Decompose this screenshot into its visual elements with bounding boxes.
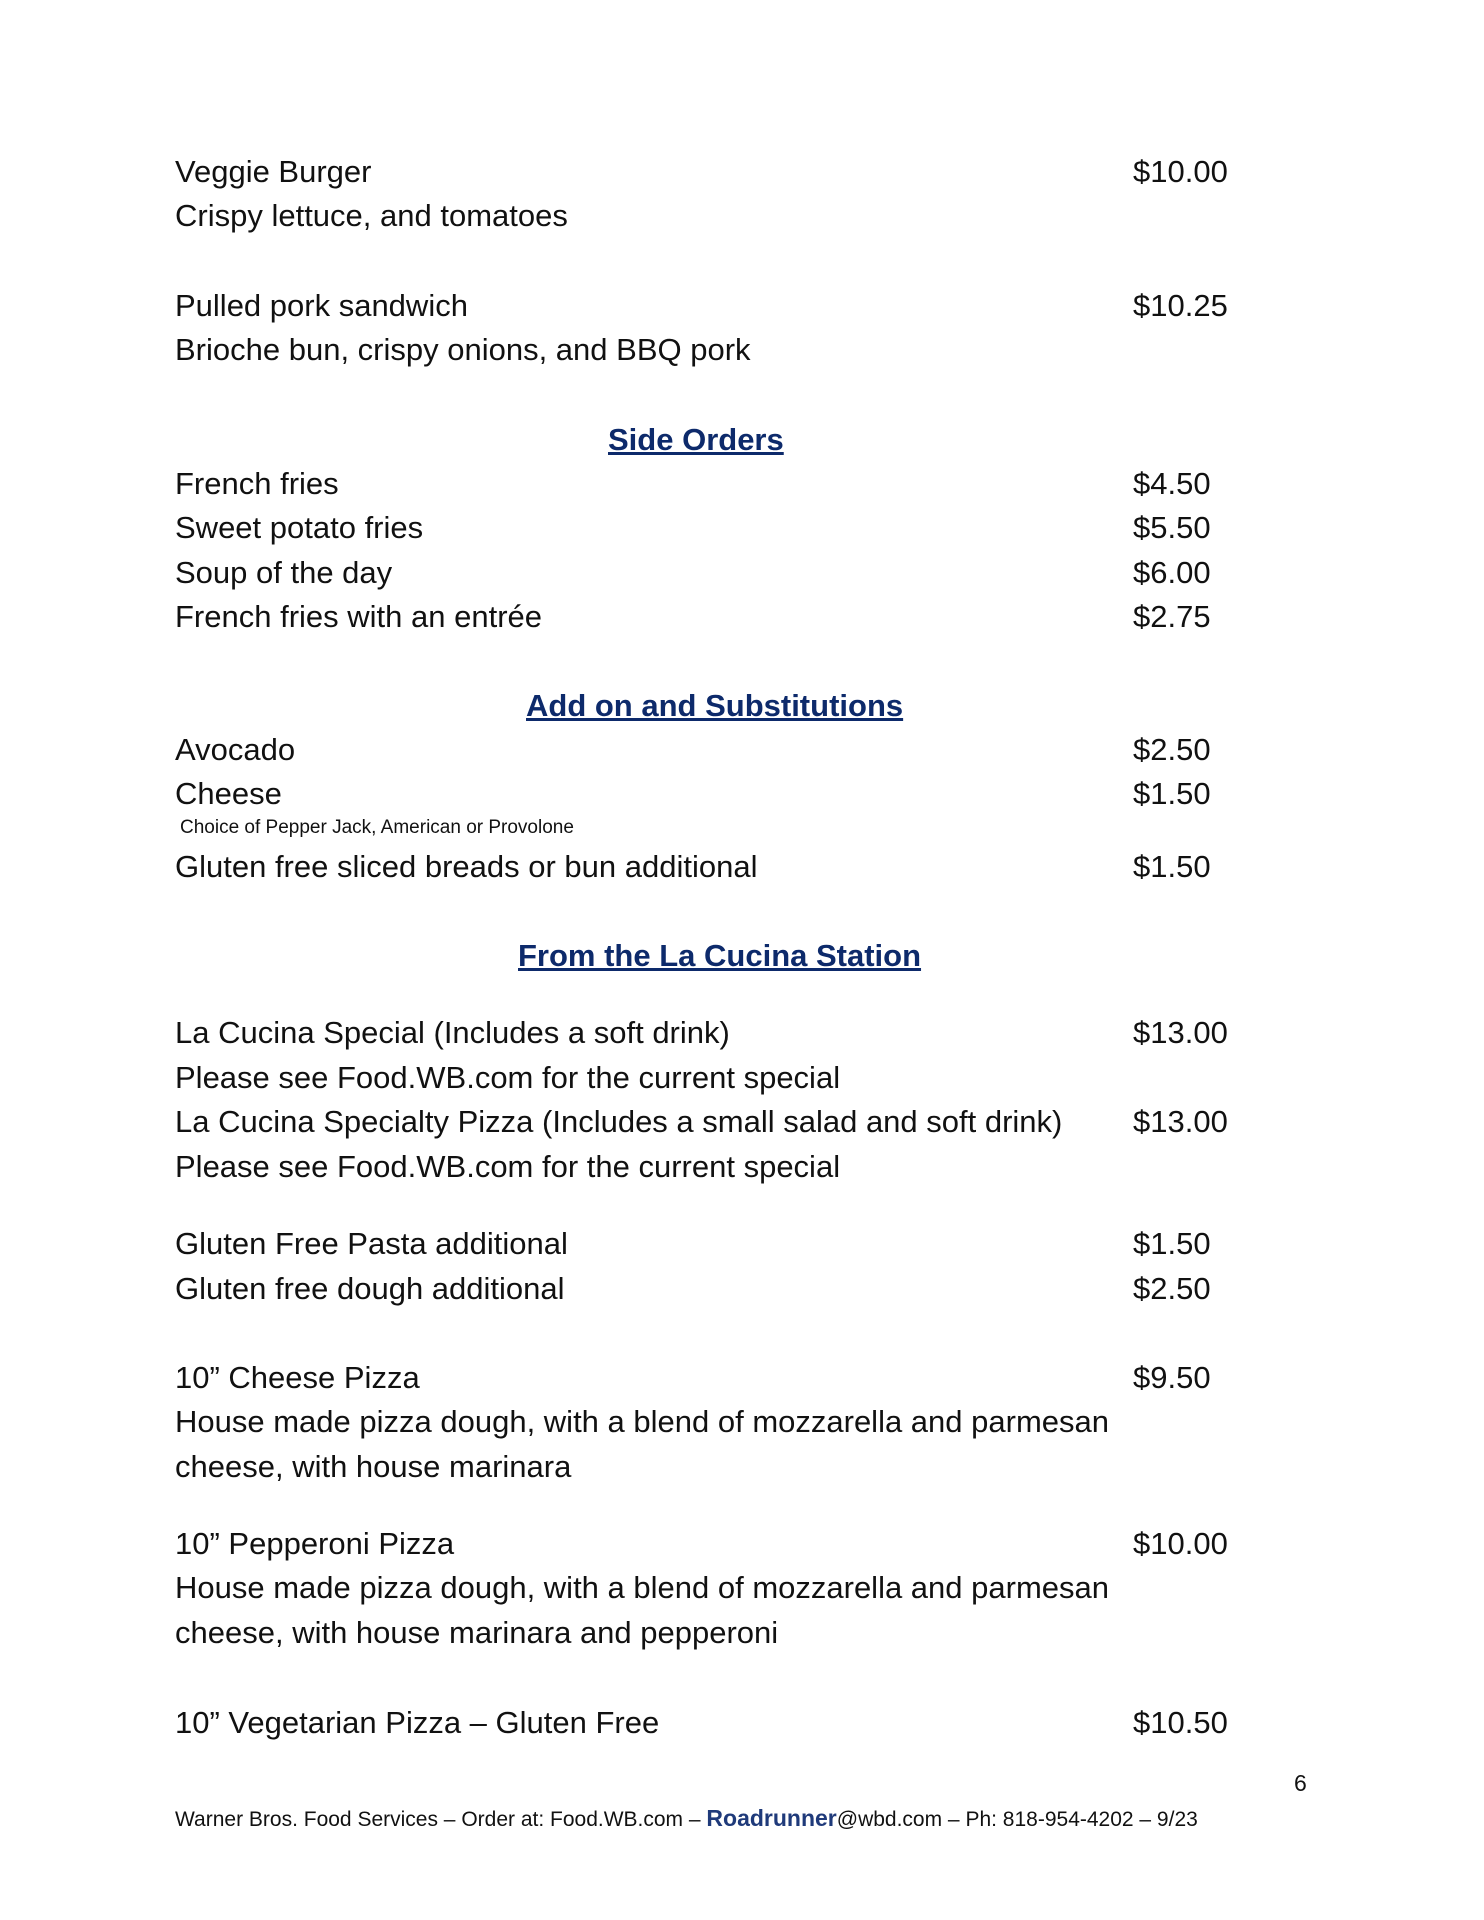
section-title-la-cucina: From the La Cucina Station [518,938,922,973]
item-name: French fries [175,466,339,501]
item-price: $1.50 [1133,776,1211,811]
item-name: 10” Vegetarian Pizza – Gluten Free [175,1705,660,1740]
item-name: Sweet potato fries [175,510,424,545]
item-price: $10.50 [1133,1705,1228,1740]
item-description: House made pizza dough, with a blend of mozzarella and parmesan [175,1404,1109,1439]
item-name: Soup of the day [175,555,393,590]
item-name: Gluten free sliced breads or bun additional [175,849,758,884]
item-price: $10.25 [1133,288,1228,323]
footer [175,1803,1198,1835]
item-price: $5.50 [1133,510,1211,545]
item-description: Please see Food.WB.com for the current special [175,1149,841,1184]
item-price: $6.00 [1133,555,1211,590]
item-name: 10” Cheese Pizza [175,1360,420,1395]
item-price: $2.50 [1133,732,1211,767]
item-price: $4.50 [1133,466,1211,501]
item-description: Crispy lettuce, and tomatoes [175,198,568,233]
item-description: cheese, with house marinara and pepperoni [175,1615,779,1650]
item-price: $2.75 [1133,599,1211,634]
item-name: Veggie Burger [175,154,372,189]
item-name: 10” Pepperoni Pizza [175,1526,455,1561]
item-description: cheese, with house marinara [175,1449,572,1484]
item-price: $13.00 [1133,1104,1228,1139]
item-price: $10.00 [1133,1526,1228,1561]
item-price: $9.50 [1133,1360,1211,1395]
item-name: Pulled pork sandwich [175,288,468,323]
section-title-side-orders: Side Orders [608,422,784,457]
item-price: $1.50 [1133,849,1211,884]
footer-suffix: @wbd.com – Ph: 818-954-4202 – 9/23 [836,1808,1198,1831]
item-name: La Cucina Special (Includes a soft drink) [175,1015,730,1050]
item-note: Choice of Pepper Jack, American or Provolone [180,817,574,838]
item-price: $1.50 [1133,1226,1211,1261]
footer-brand[interactable]: Roadrunner [706,1805,837,1831]
section-title-add-ons: Add on and Substitutions [526,688,904,723]
item-price: $13.00 [1133,1015,1228,1050]
item-name: La Cucina Specialty Pizza (Includes a small salad and soft drink) [175,1104,1063,1139]
item-name: Gluten free dough additional [175,1271,565,1306]
item-name: Gluten Free Pasta additional [175,1226,568,1261]
item-name: Avocado [175,732,296,767]
item-description: Brioche bun, crispy onions, and BBQ pork [175,332,751,367]
item-description: House made pizza dough, with a blend of mozzarella and parmesan [175,1570,1109,1605]
item-price: $10.00 [1133,154,1228,189]
item-name: Cheese [175,776,282,811]
item-description: Please see Food.WB.com for the current special [175,1060,841,1095]
item-name: French fries with an entrée [175,599,543,634]
page-number: 6 [1294,1770,1307,1796]
footer-prefix: Warner Bros. Food Services – Order at: Food.WB.com – [175,1808,707,1831]
item-price: $2.50 [1133,1271,1211,1306]
